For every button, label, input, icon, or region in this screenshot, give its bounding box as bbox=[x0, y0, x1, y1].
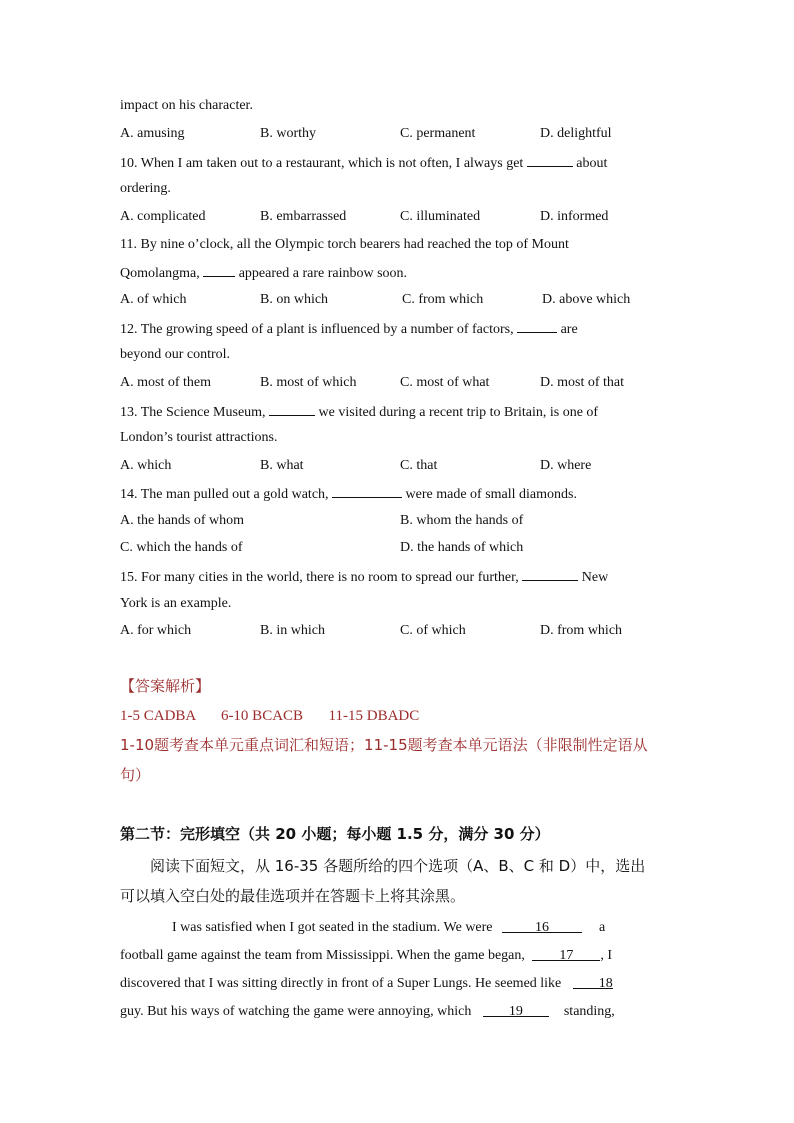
q14-option-a: A. the hands of whom bbox=[120, 513, 245, 528]
q10-blank bbox=[527, 152, 573, 167]
q12-option-d: D. most of that bbox=[540, 375, 624, 390]
blank-19: 19 bbox=[483, 1002, 549, 1017]
q13-line2: London’s tourist attractions. bbox=[120, 430, 278, 445]
q10-line1 bbox=[120, 152, 607, 174]
answer-keys bbox=[120, 706, 419, 726]
q13-line1 bbox=[120, 401, 598, 423]
passage-text: standing, bbox=[563, 1004, 615, 1019]
passage-line4 bbox=[120, 1002, 615, 1022]
q11-option-d: D. above which bbox=[542, 292, 631, 307]
q11-blank bbox=[203, 262, 235, 277]
passage-text: discovered that I was sitting directly in front of a Super Lungs. He seemed like bbox=[120, 976, 562, 991]
q11-stem: Qomolangma, bbox=[120, 266, 200, 281]
q9-option-a: A. amusing bbox=[120, 126, 185, 141]
passage-line3 bbox=[120, 974, 613, 994]
q15-option-c: C. of which bbox=[400, 623, 466, 638]
q10-option-a: A. complicated bbox=[120, 209, 206, 224]
q15-option-b: B. in which bbox=[260, 623, 325, 638]
section2-instruction-line1: 阅读下面短文，从 16-35 各题所给的四个选项（A、B、C 和 D）中，选出 bbox=[150, 857, 646, 875]
blank-18: 18 bbox=[573, 974, 613, 989]
q11-line2 bbox=[120, 262, 407, 284]
answer-heading: 【答案解析】 bbox=[120, 677, 211, 695]
q15-option-d: D. from which bbox=[540, 623, 623, 638]
q14-option-b: B. whom the hands of bbox=[400, 513, 524, 528]
q11-line1: 11. By nine o’clock, all the Olympic torch bearers had reached the top of Mount bbox=[120, 237, 569, 252]
answer-note-line2: 句） bbox=[120, 766, 151, 784]
passage-text: football game against the team from Mississippi. When the game began, bbox=[120, 948, 525, 963]
q13-option-d: D. where bbox=[540, 458, 592, 473]
answer-key-1-5: 1-5 CADBA bbox=[120, 708, 196, 724]
q14-stem: 14. The man pulled out a gold watch, bbox=[120, 487, 329, 502]
q14-stem-end: were made of small diamonds. bbox=[405, 487, 577, 502]
q15-line1 bbox=[120, 566, 608, 588]
q9-option-c: C. permanent bbox=[400, 126, 476, 141]
answer-note-line1: 1-10题考查本单元重点词汇和短语；11-15题考查本单元语法（非限制性定语从 bbox=[120, 736, 648, 754]
answer-key-6-10: 6-10 BCACB bbox=[220, 708, 304, 724]
q12-stem-end: are bbox=[560, 322, 578, 337]
q9-option-b: B. worthy bbox=[260, 126, 316, 141]
q13-stem: 13. The Science Museum, bbox=[120, 405, 266, 420]
passage-text: , I bbox=[600, 948, 613, 963]
q10-option-b: B. embarrassed bbox=[260, 209, 347, 224]
q13-option-a: A. which bbox=[120, 458, 172, 473]
q12-option-b: B. most of which bbox=[260, 375, 357, 390]
q14-option-d: D. the hands of which bbox=[400, 540, 524, 555]
q11-option-a: A. of which bbox=[120, 292, 187, 307]
q15-option-a: A. for which bbox=[120, 623, 192, 638]
q14-blank bbox=[332, 483, 402, 498]
section2-instruction-line2: 可以填入空白处的最佳选项并在答题卡上将其涂黑。 bbox=[120, 887, 466, 905]
q13-stem-end: we visited during a recent trip to Britain, is one of bbox=[318, 405, 599, 420]
q15-blank bbox=[522, 566, 578, 581]
blank-16: 16 bbox=[502, 918, 582, 933]
q15-line2: York is an example. bbox=[120, 596, 232, 611]
blank-17: 17 bbox=[532, 946, 600, 961]
q15-stem-end: New bbox=[581, 570, 609, 585]
q12-stem: 12. The growing speed of a plant is influenced by a number of factors, bbox=[120, 322, 514, 337]
q12-option-a: A. most of them bbox=[120, 375, 211, 390]
q14-line1 bbox=[120, 483, 577, 505]
q13-option-c: C. that bbox=[400, 458, 438, 473]
q10-stem-end: about bbox=[576, 156, 608, 171]
q13-blank bbox=[269, 401, 315, 416]
q15-stem: 15. For many cities in the world, there is no room to spread our further, bbox=[120, 570, 519, 585]
q10-line2: ordering. bbox=[120, 181, 171, 196]
passage-line2 bbox=[120, 946, 612, 966]
section2-heading: 第二节：完形填空（共 20 小题；每小题 1.5 分，满分 30 分） bbox=[120, 825, 550, 843]
q14-option-c: C. which the hands of bbox=[120, 540, 243, 555]
q11-option-c: C. from which bbox=[402, 292, 484, 307]
q12-line1 bbox=[120, 318, 578, 340]
q10-stem: 10. When I am taken out to a restaurant, which is not often, I always get bbox=[120, 156, 524, 171]
passage-text: guy. But his ways of watching the game were annoying, which bbox=[120, 1004, 472, 1019]
q11-stem-end: appeared a rare rainbow soon. bbox=[238, 266, 408, 281]
q13-option-b: B. what bbox=[260, 458, 304, 473]
answer-key-11-15: 11-15 DBADC bbox=[328, 708, 420, 724]
q10-option-d: D. informed bbox=[540, 209, 609, 224]
q9-text: impact on his character. bbox=[120, 98, 253, 113]
q12-option-c: C. most of what bbox=[400, 375, 490, 390]
q9-option-d: D. delightful bbox=[540, 126, 612, 141]
q12-blank bbox=[517, 318, 557, 333]
passage-text: a bbox=[599, 920, 606, 935]
q11-option-b: B. on which bbox=[260, 292, 329, 307]
q12-line2: beyond our control. bbox=[120, 347, 231, 362]
passage-text: I was satisfied when I got seated in the stadium. We were bbox=[172, 920, 493, 935]
q10-option-c: C. illuminated bbox=[400, 209, 481, 224]
passage-line1 bbox=[172, 918, 605, 938]
